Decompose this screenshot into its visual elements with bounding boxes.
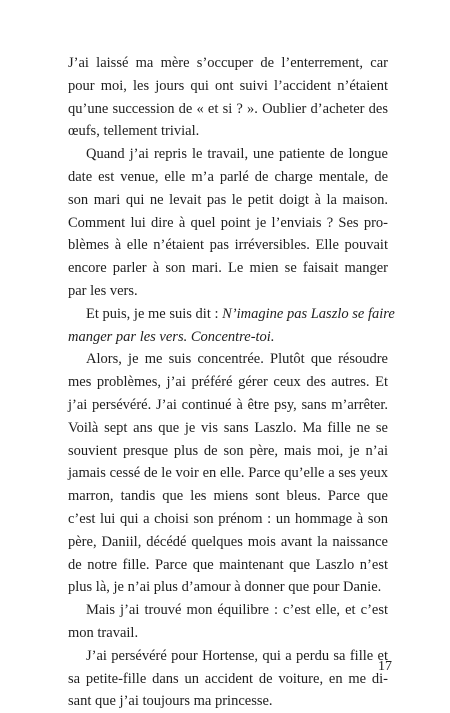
text-line: blèmes à elle n’étaient pas irréversibles. Elle pouvait xyxy=(68,237,388,254)
text-line: J’ai laissé ma mère s’occuper de l’enterrement, car xyxy=(68,55,388,71)
text-segment: Et puis, je me suis dit : xyxy=(86,305,223,322)
text-line xyxy=(68,326,388,349)
text-line: mes problèmes, j’ai préféré gérer ceux des autres. Et xyxy=(68,374,388,391)
text-line: mon travail. xyxy=(68,624,139,641)
text-line: J’ai persévéré pour Hortense, qui a perdu sa fille et xyxy=(86,647,388,664)
text-line xyxy=(68,303,395,326)
text-line: qu’une succession de « et si ? ». Oublier d’acheter des xyxy=(68,100,388,117)
page-number: 17 xyxy=(378,659,392,674)
text-line: Comment lui dire à quel point je l’enviais ? Ses pro- xyxy=(68,214,388,231)
text-line: œufs, tellement trivial. xyxy=(68,123,200,140)
text-line: plus là, je n’ai plus d’amour à donner que pour Danie. xyxy=(68,579,382,596)
italic-text: manger par les vers. Concentre-toi. xyxy=(68,328,275,345)
text-line: Mais j’ai trouvé mon équilibre : c’est elle, et c’est xyxy=(86,602,388,619)
text-line: sa petite-fille dans un accident de voiture, en me di- xyxy=(68,670,388,687)
text-line: c’est lui qui a choisi son prénom : un hommage à son xyxy=(68,510,388,527)
italic-text: N’imagine pas Laszlo se faire xyxy=(222,305,395,322)
text-line: jamais cessé de le voir en elle. Parce qu’elle a ses yeux xyxy=(68,465,388,482)
text-line: encore parler à son mari. Le mien se faisait manger xyxy=(68,260,388,277)
text-line: son mari qui ne levait pas le petit doigt à la maison. xyxy=(68,191,388,208)
text-line: j’ai persévéré. J’ai continué à être psy, sans m’arrêter. xyxy=(68,396,388,413)
text-line: souvient presque plus de son père, mais moi, je n’ai xyxy=(68,442,388,459)
text-line: pour moi, les jours qui ont suivi l’accident n’étaient xyxy=(68,77,388,94)
text-line: par les vers. xyxy=(68,282,138,299)
text-line: marron, tandis que les miens sont bleus. Parce que xyxy=(68,488,388,505)
text-line: de notre fille. Parce que maintenant que Laszlo n’est xyxy=(68,556,388,573)
text-line: Voilà sept ans que je vis sans Laszlo. Ma fille ne se xyxy=(68,419,388,436)
text-line: père, Daniil, décédé quelques mois avant la naissance xyxy=(68,533,388,550)
text-line: sant que j’ai toujours ma princesse. xyxy=(68,693,273,710)
text-line: Alors, je me suis concentrée. Plutôt que résoudre xyxy=(86,351,388,368)
body-text xyxy=(68,52,395,713)
text-line: Quand j’ai repris le travail, une patiente de longue xyxy=(86,146,388,163)
text-line: date est venue, elle m’a parlé de charge mentale, de xyxy=(68,168,388,185)
